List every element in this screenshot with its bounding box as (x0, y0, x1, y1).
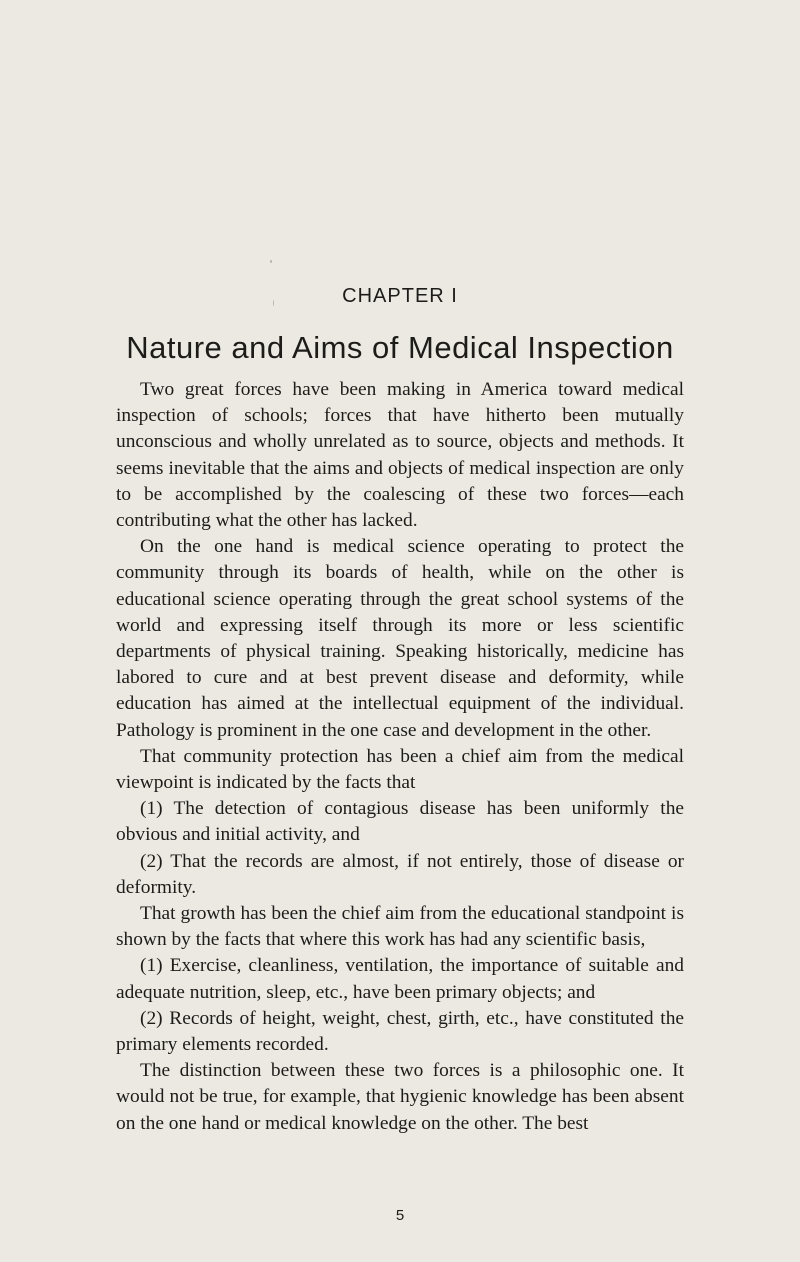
paragraph: That community protection has been a chief aim from the medical viewpoint is indicated by the facts that (116, 745, 684, 794)
list-item: (1) The detection of contagious disease has been uniformly the obvious and initial activity, and (116, 798, 684, 846)
paper-speck (270, 260, 272, 263)
paragraph: The distinction between these two forces is a philosophic one. It would not be true, for example, that hygienic knowledge has been absent on the one hand or medical knowledge on the other. The best (116, 1060, 684, 1134)
paragraph: On the one hand is medical science operating to protect the community through its boards of health, while on the other is educational science operating through the great school systems of the world and expressing itself through its more or less scientific departments of physical training. Speaking historically, medicine has labored to cure and at best prevent disease and deformity, while education has aimed at the intellectual equipment of the individual. Pathology is prominent in the one case and development in the other. (116, 536, 684, 741)
list-item: (2) Records of height, weight, chest, girth, etc., have constituted the primary elements recorded. (116, 1007, 684, 1056)
list-item: (2) That the records are almost, if not entirely, those of disease or deformity. (116, 850, 684, 898)
chapter-heading: CHAPTER I (342, 285, 458, 307)
page-number: 5 (395, 1207, 405, 1224)
chapter-title: Nature and Aims of Medical Inspection (126, 330, 674, 365)
list-item: (1) Exercise, cleanliness, ventilation, the importance of suitable and adequate nutrition, sleep, etc., have been primary objects; and (116, 955, 684, 1003)
body-text (116, 377, 684, 1137)
paragraph: Two great forces have been making in America toward medical inspection of schools; forces that have hitherto been mutually unconscious and wholly unrelated as to source, objects and methods. It seems inevitable that the aims and objects of medical inspection are only to be accomplished by the coalescing of these two forces—each contributing what the other has lacked. (116, 379, 684, 532)
paragraph: That growth has been the chief aim from the educational standpoint is shown by the facts that where this work has had any scientific basis, (116, 903, 684, 951)
